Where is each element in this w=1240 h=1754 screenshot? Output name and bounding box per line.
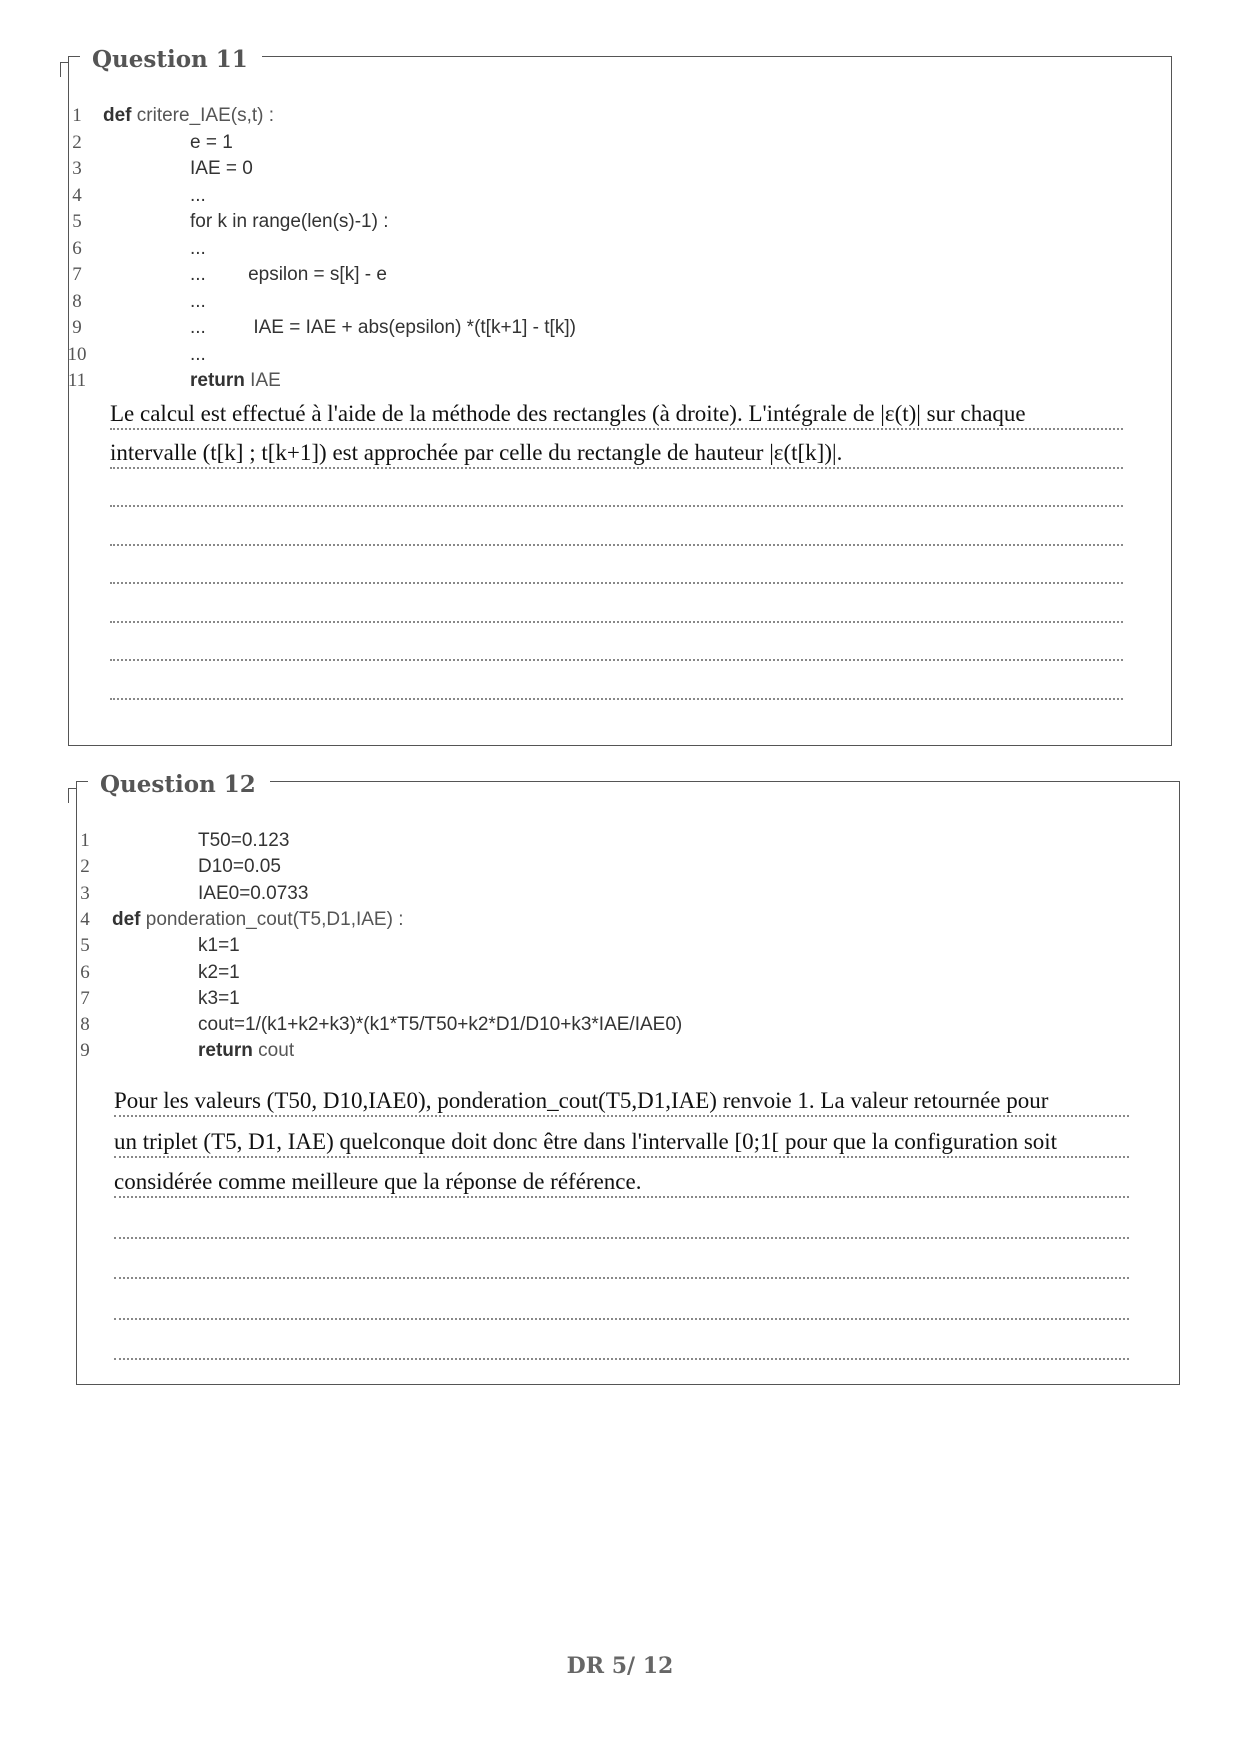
line-number: 7: [80, 987, 90, 1009]
line-number: 3: [80, 882, 90, 904]
code-text: D10=0.05: [198, 856, 281, 878]
code-line: [198, 986, 240, 1012]
answer-line: [110, 593, 1123, 623]
code-line: [198, 881, 308, 907]
code-line: [190, 368, 281, 394]
line-number: 4: [72, 184, 82, 206]
code-line: [198, 1038, 294, 1064]
code-line: [198, 1012, 682, 1038]
code-line: [190, 209, 389, 235]
code-line: [190, 236, 206, 262]
corner-mark: [60, 62, 69, 77]
line-number: 1: [72, 105, 82, 126]
code-line: [190, 262, 387, 288]
line-number: 1: [80, 830, 90, 851]
code-text: k3=1: [198, 987, 240, 1009]
line-number: 11: [67, 370, 87, 391]
line-number: 8: [72, 290, 82, 312]
code-line: [112, 907, 403, 933]
code-line: [190, 130, 233, 156]
code-line: [190, 289, 206, 315]
code-line: [198, 960, 240, 986]
code-text: ...: [190, 343, 206, 365]
answer-line: Le calcul est effectué à l'aide de la méthode des rectangles (à droite). L'intégrale de |ε(t)| sur chaque: [110, 400, 1123, 430]
code-line: [190, 342, 206, 368]
code-text: IAE: [244, 370, 281, 391]
line-number: 10: [67, 343, 87, 365]
line-number: 9: [72, 317, 82, 338]
code-text: for k in range(len(s)-1) :: [190, 211, 389, 232]
answer-line: intervalle (t[k] ; t[k+1]) est approchée par celle du rectangle de hauteur |ε(t[k])|.: [110, 439, 1123, 469]
code-text: ...: [190, 184, 206, 206]
code-line: [198, 828, 289, 854]
line-number: 5: [72, 211, 82, 232]
code-text: ... epsilon = s[k] - e: [190, 264, 387, 285]
code-text: ...: [190, 237, 206, 259]
code-text: IAE0=0.0733: [198, 882, 309, 904]
answer-line: [114, 1290, 1129, 1320]
code-text: ponderation_cout(T5,D1,IAE) :: [140, 908, 404, 930]
code-text: T50=0.123: [198, 830, 290, 851]
line-number: 3: [72, 158, 82, 179]
line-number: 6: [80, 961, 90, 983]
answer-line: considérée comme meilleure que la réponse de référence.: [114, 1168, 1129, 1198]
corner-mark: [68, 788, 77, 803]
answer-line: [110, 554, 1123, 584]
question-11-title: Question 11: [80, 46, 262, 73]
code-text: cout: [252, 1040, 295, 1062]
code-text: k1=1: [198, 935, 240, 957]
code-line: [103, 103, 274, 129]
line-number: 8: [80, 1014, 90, 1036]
line-number: 2: [80, 856, 90, 878]
answer-line: [110, 631, 1123, 661]
line-number: 7: [72, 264, 82, 285]
answer-line: Pour les valeurs (T50, D10,IAE0), ponderation_cout(T5,D1,IAE) renvoie 1. La valeur retournée pour: [114, 1087, 1129, 1117]
code-text: ... IAE = IAE + abs(epsilon) *(t[k+1] - t[k]): [190, 317, 576, 338]
code-text: k2=1: [198, 961, 240, 983]
code-keyword: def: [103, 105, 132, 126]
answer-line: [110, 477, 1123, 507]
code-line: [198, 933, 240, 959]
code-line: [198, 854, 281, 880]
code-keyword: return: [198, 1040, 253, 1062]
answer-line: [114, 1330, 1129, 1360]
code-text: IAE = 0: [190, 158, 253, 179]
code-line: [190, 183, 206, 209]
question-12-title: Question 12: [88, 771, 270, 798]
code-line: [190, 156, 253, 182]
line-number: 9: [80, 1040, 90, 1062]
answer-line: [110, 670, 1123, 700]
line-number: 4: [80, 908, 90, 930]
line-number: 6: [72, 237, 82, 259]
code-keyword: return: [190, 370, 245, 391]
code-keyword: def: [112, 908, 141, 930]
answer-line: un triplet (T5, D1, IAE) quelconque doit donc être dans l'intervalle [0;1[ pour que la configuration soit: [114, 1128, 1129, 1158]
code-text: cout=1/(k1+k2+k3)*(k1*T5/T50+k2*D1/D10+k3*IAE/IAE0): [198, 1014, 683, 1036]
code-text: e = 1: [190, 131, 233, 153]
line-number: 2: [72, 131, 82, 153]
code-text: ...: [190, 290, 206, 312]
answer-line: [114, 1209, 1129, 1239]
code-text: critere_IAE(s,t) :: [131, 105, 275, 126]
line-number: 5: [80, 935, 90, 957]
page-footer: DR 5/ 12: [566, 1653, 674, 1679]
answer-line: [114, 1249, 1129, 1279]
code-line: [190, 315, 576, 341]
answer-line: [110, 516, 1123, 546]
